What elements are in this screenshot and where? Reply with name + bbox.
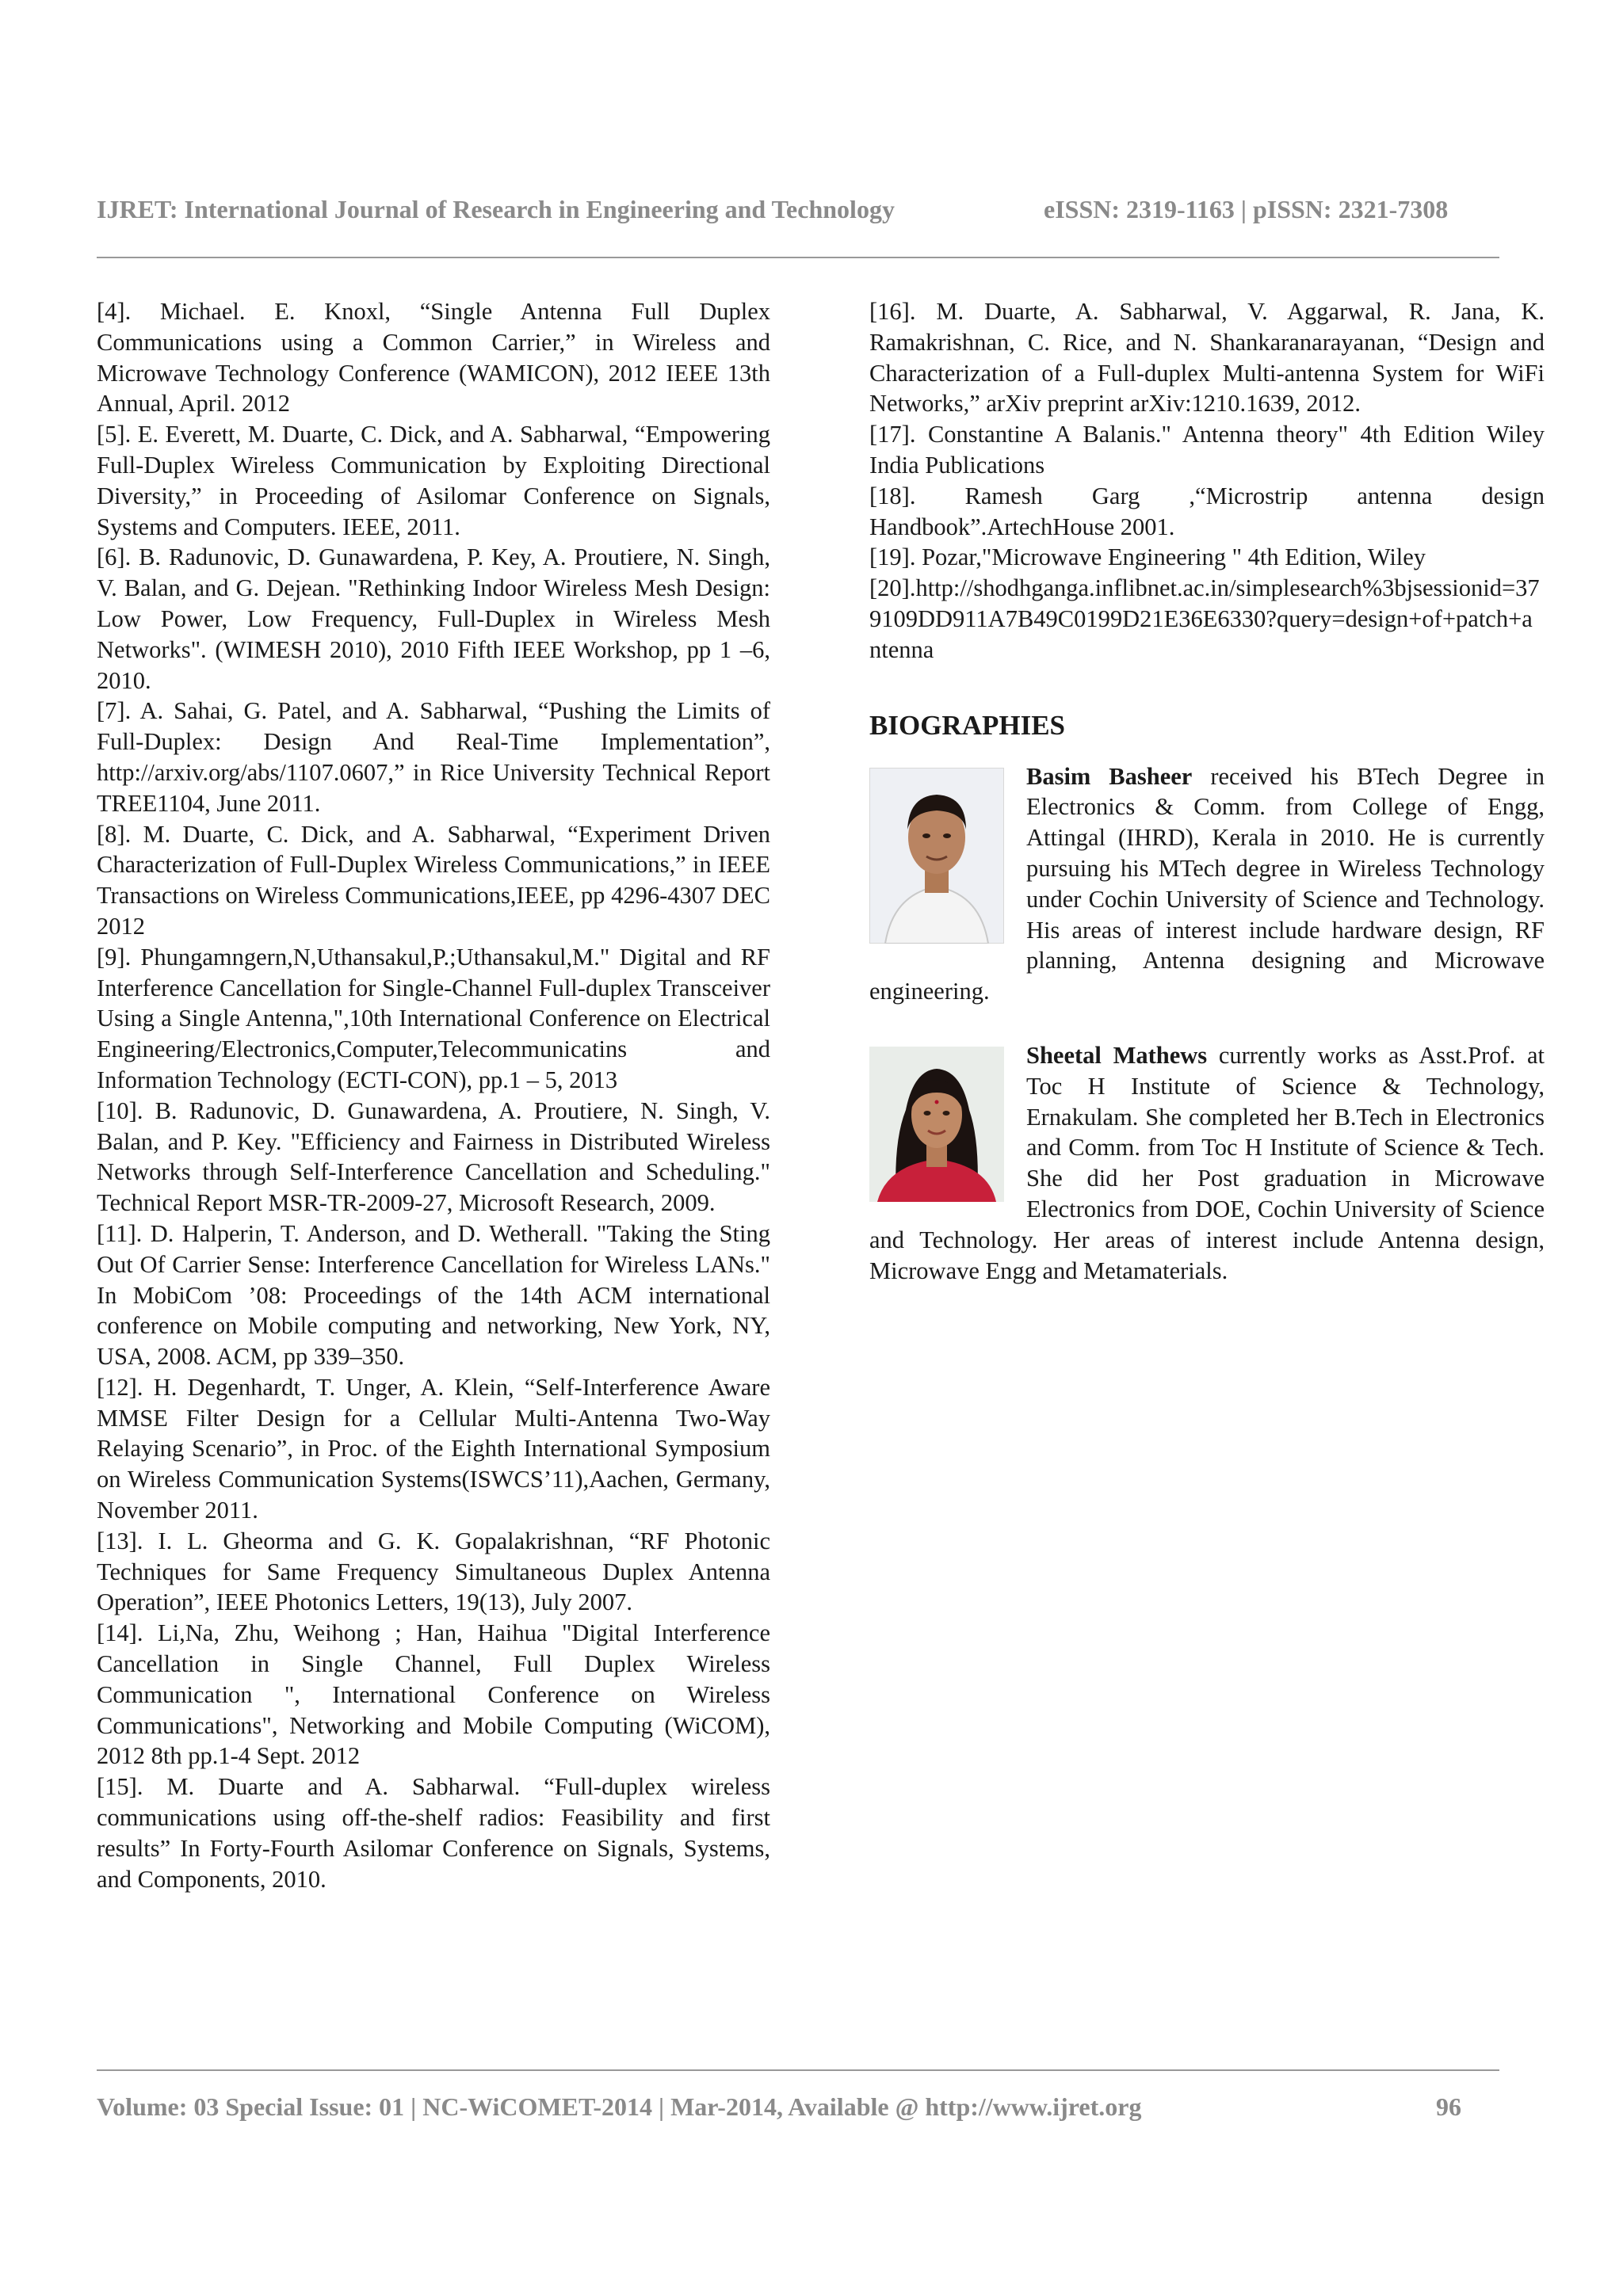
reference-item: [6]. B. Radunovic, D. Gunawardena, P. Key, A. Proutiere, N. Singh, V. Balan, and G. Dejean. "Rethinking Indoor Wireless Mesh Design: Low Power, Low Frequency, Full-Duplex in Wireless Mesh Networks". (WIMESH 2010), 2010 Fifth IEEE Workshop, pp 1 –6, 2010.	[97, 543, 770, 694]
author-name: Basim Basheer	[1026, 762, 1193, 790]
footer-divider	[97, 2069, 1499, 2071]
header-divider	[97, 257, 1499, 258]
reference-item: [9]. Phungamngern,N,Uthansakul,P.;Uthansakul,M." Digital and RF Interference Cancellation for Single-Channel Full-duplex Transceiver Using a Single Antenna,",10th International Conference on Electrical Engineering/Electronics,Computer,Telecommunicatins and Information Technology (ECTI-CON), pp.1 – 5, 2013	[97, 943, 771, 1093]
biography-entry: Basim Basheer received his BTech Degree in Electronics & Comm. from College of Engg, Attingal (IHRD), Kerala in 2010. He is currently pursuing his MTech degree in Wireless Technology under Cochin University of Science and Technology. His areas of interest include hardware design, RF planning, Antenna designing and Microwave engineering.	[869, 762, 1545, 1005]
issn-numbers: eISSN: 2319-1163 | pISSN: 2321-7308	[1044, 195, 1449, 223]
journal-title: IJRET: International Journal of Research in Engineering and Technology	[97, 195, 895, 223]
reference-item: [12]. H. Degenhardt, T. Unger, A. Klein, “Self-Interference Aware MMSE Filter Design for a Cellular Multi-Antenna Two-Way Relaying Scenario”, in Proc. of the Eighth International Symposium on Wireless Communication Systems(ISWCS’11),Aachen, Germany, November 2011.	[97, 1373, 770, 1524]
page-number: 96	[1436, 2092, 1461, 2121]
volume-info: Volume: 03 Special Issue: 01 | NC-WiCOMET-2014 | Mar-2014, Available @ http://www.ijret.org	[97, 2092, 1142, 2121]
author-photo	[869, 1047, 1004, 1202]
reference-item: [4]. Michael. E. Knoxl, “Single Antenna Full Duplex Communications using a Common Carrier,” in Wireless and Microwave Technology Conference (WAMICON), 2012 IEEE 13th Annual, April. 2012	[97, 298, 770, 418]
reference-item: [8]. M. Duarte, C. Dick, and A. Sabharwal, “Experiment Driven Characterization of Full-Duplex Wireless Communications,” in IEEE Transactions on Wireless Communications,IEEE, pp 4296-4307 DEC 2012	[97, 820, 771, 940]
reference-item: [15]. M. Duarte and A. Sabharwal. “Full-duplex wireless communications using off-the-shelf radios: Feasibility and first results” In Forty-Fourth Asilomar Conference on Signals, Systems, and Components, 2010.	[97, 1773, 770, 1893]
reference-item: [16]. M. Duarte, A. Sabharwal, V. Aggarwal, R. Jana, K. Ramakrishnan, C. Rice, and N. Shankaranarayanan, “Design and Characterization of a Full-duplex Multi-antenna System for WiFi Networks,” arXiv preprint arXiv:1210.1639, 2012.	[869, 298, 1545, 418]
author-name: Sheetal Mathews	[1026, 1041, 1208, 1069]
reference-item: [19]. Pozar,"Microwave Engineering " 4th Edition, Wiley	[869, 543, 1426, 571]
reference-item: [10]. B. Radunovic, D. Gunawardena, A. Proutiere, N. Singh, V. Balan, and P. Key. "Efficiency and Fairness in Distributed Wireless Networks through Self-Interference Cancellation and Scheduling." Technical Report MSR-TR-2009-27, Microsoft Research, 2009.	[97, 1097, 771, 1217]
portrait-image	[869, 1047, 1004, 1202]
portrait-image	[869, 768, 1004, 944]
right-column	[869, 296, 1545, 1286]
biography-entry: Sheetal Mathews currently works as Asst.Prof. at Toc H Institute of Science & Technology, Ernakulam. She completed her B.Tech in Electronics and Comm. from Toc H Institute of Science & Tech. She did her Post graduation in Microwave Electronics from DOE, Cochin University of Science and Technology. Her areas of interest include Antenna design, Microwave Engg and Metamaterials.	[869, 1041, 1545, 1284]
reference-item: [11]. D. Halperin, T. Anderson, and D. Wetherall. "Taking the Sting Out Of Carrier Sense: Interference Cancellation for Wireless LANs." In MobiCom ’08: Proceedings of the 14th ACM international conference on Mobile computing and networking, New York, NY, USA, 2008. ACM, pp 339–350.	[97, 1219, 771, 1371]
reference-item: [7]. A. Sahai, G. Patel, and A. Sabharwal, “Pushing the Limits of Full-Duplex: Design And Real-Time Implementation”, http://arxiv.org/abs/1107.0607,” in Rice University Technical Report TREE1104, June 2011.	[97, 697, 770, 817]
reference-item: [17]. Constantine A Balanis." Antenna theory" 4th Edition Wiley India Publications	[869, 421, 1545, 479]
reference-item: [20].http://shodhganga.inflibnet.ac.in/simplesearch%3bjsessionid=379109DD911A7B49C0199D21E36E6330?query=design+of+patch+antenna	[869, 574, 1540, 663]
biographies-heading: BIOGRAPHIES	[869, 709, 1065, 741]
reference-item: [13]. I. L. Gheorma and G. K. Gopalakrishnan, “RF Photonic Techniques for Same Frequency Simultaneous Duplex Antenna Operation”, IEEE Photonics Letters, 19(13), July 2007.	[97, 1527, 771, 1616]
reference-item: [5]. E. Everett, M. Duarte, C. Dick, and A. Sabharwal, “Empowering Full-Duplex Wireless Communication by Exploiting Directional Diversity,” in Proceeding of Asilomar Conference on Signals, Systems and Computers. IEEE, 2011.	[97, 421, 771, 540]
author-photo	[869, 768, 1004, 944]
reference-item: [14]. Li,Na, Zhu, Weihong ; Han, Haihua "Digital Interference Cancellation in Single Channel, Full Duplex Wireless Communication ", International Conference on Wireless Communications", Networking and Mobile Computing (WiCOM), 2012 8th pp.1-4 Sept. 2012	[97, 1619, 770, 1770]
left-column	[97, 296, 770, 1894]
reference-item: [18]. Ramesh Garg ,“Microstrip antenna design Handbook”.ArtechHouse 2001.	[869, 482, 1545, 540]
